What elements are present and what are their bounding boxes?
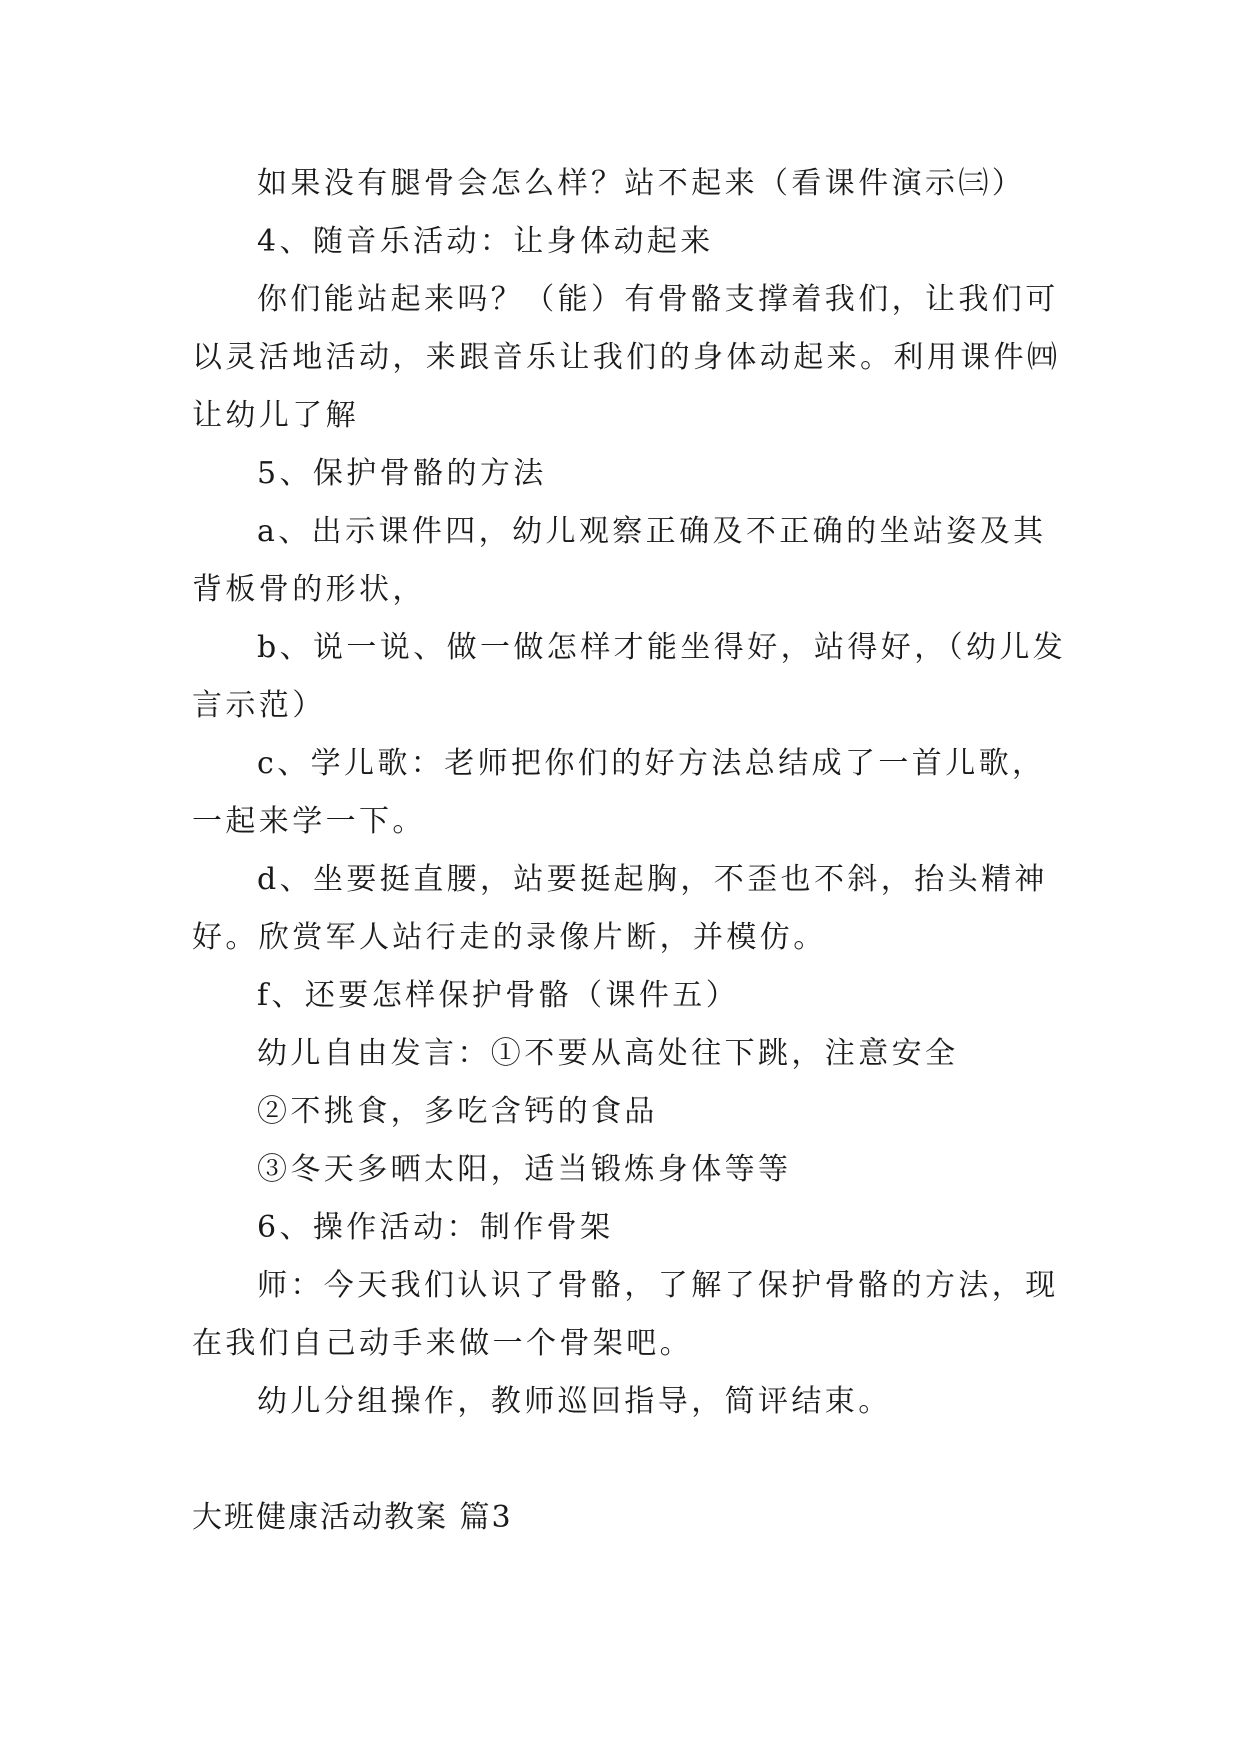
paragraph-line: c、学儿歌：老师把你们的好方法总结成了一首儿歌， xyxy=(257,746,1046,781)
section-heading: 大班健康活动教案 篇3 xyxy=(192,1500,513,1535)
paragraph-line: 让幼儿了解 xyxy=(192,398,359,433)
paragraph-line: ②不挑食，多吃含钙的食品 xyxy=(257,1094,658,1129)
paragraph-line: 背板骨的形状， xyxy=(192,572,426,607)
paragraph-line: b、说一说、做一做怎样才能坐得好，站得好，（幼儿发 xyxy=(257,630,1067,665)
paragraph-line: d、坐要挺直腰，站要挺起胸，不歪也不斜，抬头精神 xyxy=(257,862,1048,897)
paragraph-line: 一起来学一下。 xyxy=(192,804,426,839)
paragraph-line: 你们能站起来吗？（能）有骨骼支撑着我们，让我们可 xyxy=(257,282,1059,317)
paragraph-line: 在我们自己动手来做一个骨架吧。 xyxy=(192,1326,693,1361)
paragraph-line: ③冬天多晒太阳，适当锻炼身体等等 xyxy=(257,1152,792,1187)
paragraph-line: 幼儿自由发言：①不要从高处往下跳，注意安全 xyxy=(257,1036,959,1071)
paragraph-line: 以灵活地活动，来跟音乐让我们的身体动起来。利用课件㈣ xyxy=(192,340,1061,375)
paragraph-line: 6、操作活动：制作骨架 xyxy=(257,1210,614,1245)
paragraph-line: 言示范） xyxy=(192,688,326,723)
paragraph-line: 幼儿分组操作，教师巡回指导，简评结束。 xyxy=(257,1384,892,1419)
paragraph-line: 5、保护骨骼的方法 xyxy=(257,456,547,491)
paragraph-line: a、出示课件四，幼儿观察正确及不正确的坐站姿及其 xyxy=(257,514,1047,549)
paragraph-line: 好。欣赏军人站行走的录像片断，并模仿。 xyxy=(192,920,827,955)
paragraph-line: f、还要怎样保护骨骼（课件五） xyxy=(257,978,740,1013)
paragraph-line: 4、随音乐活动：让身体动起来 xyxy=(257,224,714,259)
paragraph-line: 如果没有腿骨会怎么样？站不起来（看课件演示㈢） xyxy=(257,166,1026,201)
paragraph-line: 师：今天我们认识了骨骼，了解了保护骨骼的方法，现 xyxy=(257,1268,1059,1303)
